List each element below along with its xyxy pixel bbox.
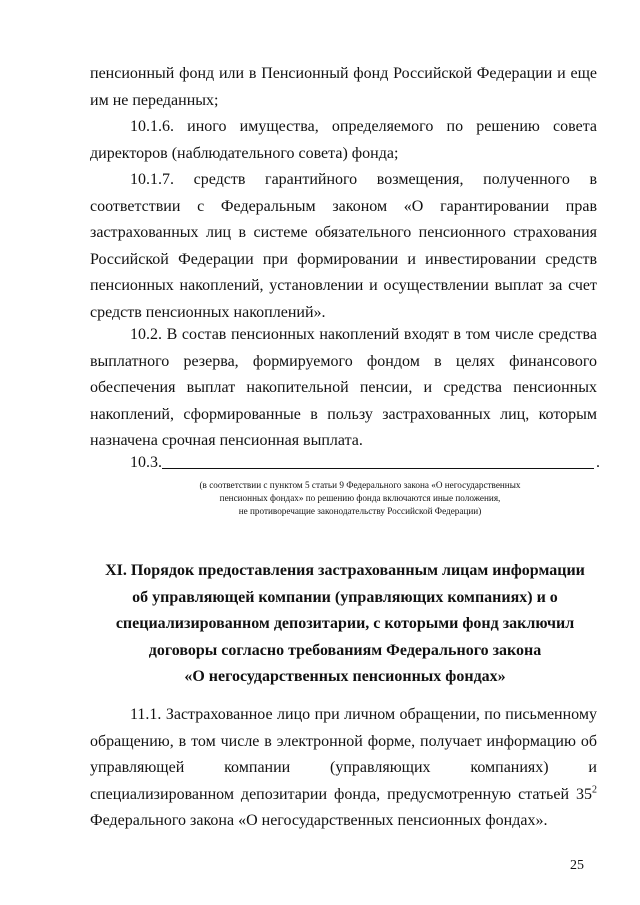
heading-line: «О негосударственных пенсионных фондах» [184, 668, 506, 686]
paragraph-10-3-blank [130, 452, 600, 474]
page-number: 25 [570, 858, 584, 873]
paragraph-continuation [90, 61, 597, 114]
superscript: 2 [592, 784, 597, 796]
fill-in-underline [162, 468, 594, 469]
paragraph-text: 10.1.7. средств гарантийного возмещения, полученного в соответствии с Федеральным законом «О гарантировании прав застрахованных лиц в системе обязательного пенсионного страхования Российской Федерации при формировании и инвестировании средств пенсионных накоплений, установлении и осуществлении выплат за счет средств пенсионных накоплений». [90, 171, 597, 321]
heading-line: договоры согласно требованиям Федерального закона [148, 641, 542, 659]
paragraph-text: 10.1.6. иного имущества, определяемого по решению совета директоров (наблюдательного совета) фонда; [90, 118, 597, 162]
item-number: 10.3. [130, 454, 162, 471]
paragraph-text: 10.2. В состав пенсионных накоплений входят в том числе средства выплатного резерва, формируемого фондом в целях финансового обеспечения выплат накопительной пенсии, и средства пенсионных накоплений, сформированные в пользу застрахованных лиц, которым назначена срочная пенсионная выплата. [90, 326, 597, 450]
heading-line: специализированном депозитарии, с которыми фонд заключил [115, 615, 575, 633]
note-line: не противоречащие законодательству Российской Федерации) [238, 506, 482, 516]
note-line: пенсионных фондах» по решению фонда включаются иные положения, [219, 493, 501, 503]
note-line: (в соответствии с пунктом 5 статьи 9 Федерального закона «О негосударственных [199, 480, 521, 490]
section-heading [100, 558, 590, 691]
paragraph-10-1-6 [90, 114, 597, 167]
heading-line: об управляющей компании (управляющих компаниях) и о [132, 588, 558, 606]
paragraph-text: 11.1. Застрахованное лицо при личном обращении, по письменному обращению, в том числе в электронной форме, получает информацию об управляющей компании (управляющих компаниях) и специализированном депозитарии фонда, предусмотренную статьей 35 [90, 706, 597, 803]
footnote-instruction [160, 479, 560, 518]
paragraph-11-1 [90, 702, 597, 835]
heading-line: XI. Порядок предоставления застрахованным лицам информации [105, 562, 585, 579]
paragraph-10-2 [90, 322, 597, 455]
paragraph-text: Федерального закона «О негосударственных пенсионных фондах». [90, 812, 548, 830]
item-end: . [596, 454, 600, 471]
paragraph-10-1-7 [90, 167, 597, 327]
paragraph-text: пенсионный фонд или в Пенсионный фонд Российской Федерации и еще им не переданных; [90, 65, 597, 109]
